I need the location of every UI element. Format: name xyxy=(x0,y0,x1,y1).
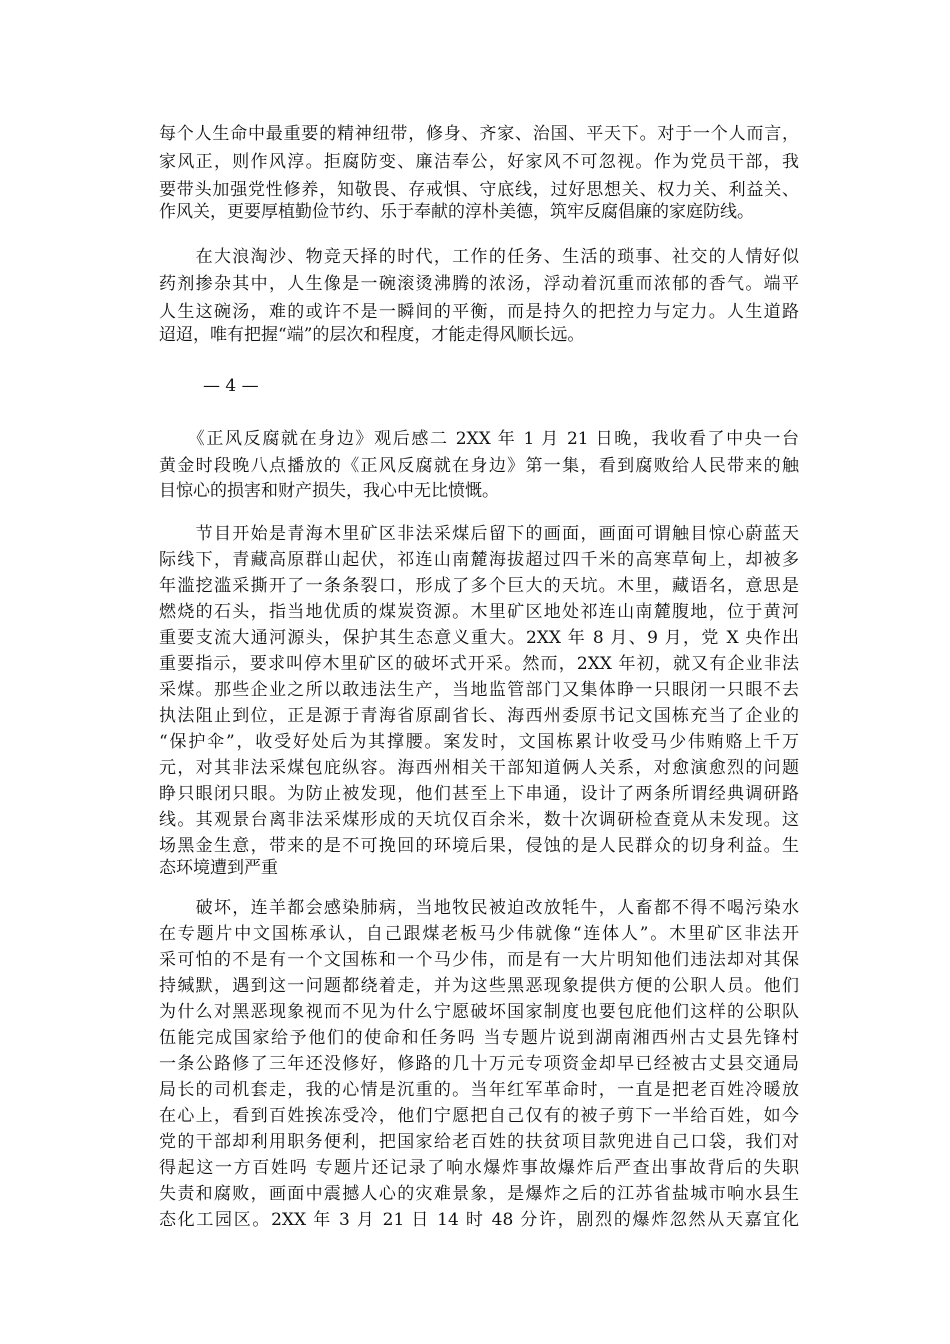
paragraph-line: 在大浪淘沙、物竞天择的时代，工作的任务、生活的琐事、社交的人情好似 xyxy=(159,247,799,267)
paragraph-line: 年滥挖滥采撕开了一条条裂口，形成了多个巨大的天坑。木里，藏语名，意思是 xyxy=(159,576,799,596)
paragraph-line: 采可怕的不是有一个文国栋和一个马少伟，而是有一大片明知他们违法却对其保 xyxy=(159,950,799,970)
paragraph-line: 际线下，青藏高原群山起伏，祁连山南麓海拔超过四千米的高寒草甸上，却被多 xyxy=(159,550,799,570)
paragraph-line: 局长的司机套走，我的心情是沉重的。当年红军革命时，一直是把老百姓冷暖放 xyxy=(159,1080,799,1100)
paragraph-line: 睁只眼闭只眼。为防止被发现，他们甚至上下串通，设计了两条所谓经典调研路 xyxy=(159,784,799,804)
paragraph-line: 破坏，连羊都会感染肺病，当地牧民被迫改放牦牛，人畜都不得不喝污染水 xyxy=(159,898,799,918)
paragraph-line: 线。其观景台离非法采煤形成的天坑仅百余米，数十次调研检查竟从未发现。这 xyxy=(159,810,799,830)
paragraph-line: 黄金时段晚八点播放的《正风反腐就在身边》第一集，看到腐败给人民带来的触 xyxy=(159,456,799,476)
paragraph-line: 伍能完成国家给予他们的使命和任务吗 当专题片说到湖南湘西州古丈县先锋村 xyxy=(159,1028,799,1048)
paragraph-line: 在心上，看到百姓挨冻受冷，他们宁愿把自己仅有的被子剪下一半给百姓，如今 xyxy=(159,1106,799,1126)
paragraph-line: 迢迢，唯有把握“端”的层次和程度，才能走得风顺长远。 xyxy=(159,325,585,345)
paragraph-line: 重要指示，要求叫停木里矿区的破坏式开采。然而，2XX 年初，就又有企业非法 xyxy=(159,654,799,674)
paragraph-line: 为什么对黑恶现象视而不见为什么宁愿破坏国家制度也要包庇他们这样的公职队 xyxy=(159,1002,799,1022)
paragraph-line: 人生这碗汤，难的或许不是一瞬间的平衡，而是持久的把控力与定力。人生道路 xyxy=(159,302,799,322)
paragraph-line: 药剂掺杂其中，人生像是一碗滚烫沸腾的浓汤，浮动着沉重而浓郁的香气。端平 xyxy=(159,274,799,294)
paragraph-line: 场黑金生意，带来的是不可挽回的环境后果，侵蚀的是人民群众的切身利益。生 xyxy=(159,836,799,856)
paragraph-line: 党的干部却利用职务便利，把国家给老百姓的扶贫项目款兜进自己口袋，我们对 xyxy=(159,1132,799,1152)
paragraph-line: 节目开始是青海木里矿区非法采煤后留下的画面，画面可谓触目惊心蔚蓝天 xyxy=(159,524,799,544)
paragraph-line: 要带头加强党性修养，知敬畏、存戒惧、守底线，过好思想关、权力关、利益关、 xyxy=(159,180,799,200)
paragraph-line: 每个人生命中最重要的精神纽带，修身、齐家、治国、平天下。对于一个人而言， xyxy=(159,124,799,144)
paragraph-line: 态环境遭到严重 xyxy=(159,858,278,878)
paragraph-line: 一条公路修了三年还没修好，修路的几十万元专项资金却早已经被古丈县交通局 xyxy=(159,1054,799,1074)
paragraph-line: 失责和腐败，画面中震撼人心的灾难景象，是爆炸之后的江苏省盐城市响水县生 xyxy=(159,1184,799,1204)
paragraph-line: 态化工园区。2XX 年 3 月 21 日 14 时 48 分许，剧烈的爆炸忽然从天嘉宜化 xyxy=(159,1210,799,1230)
paragraph-line: 得起这一方百姓吗 专题片还记录了响水爆炸事故爆炸后严查出事故背后的失职 xyxy=(159,1158,799,1178)
paragraph-line: 元，对其非法采煤包庇纵容。海西州相关干部知道俩人关系，对愈演愈烈的问题 xyxy=(159,758,799,778)
paragraph-line: “保护伞”，收受好处后为其撑腰。案发时，文国栋累计收受马少伟贿赂上千万 xyxy=(159,732,799,752)
paragraph-line: 在专题片中文国栋承认，自己跟煤老板马少伟就像“连体人”。木里矿区非法开 xyxy=(159,924,799,944)
paragraph-line: 家风正，则作风淳。拒腐防变、廉洁奉公，好家风不可忽视。作为党员干部，我 xyxy=(159,152,799,172)
paragraph-line: 持缄默，遇到这一问题都绕着走，并为这些黑恶现象提供方便的公职人员。他们 xyxy=(159,976,799,996)
paragraph-line: 重要支流大通河源头，保护其生态意义重大。2XX 年 8 月、9 月，党 X 央作出 xyxy=(159,628,799,648)
paragraph-line: 作风关，更要厚植勤俭节约、乐于奉献的淳朴美德，筑牢反腐倡廉的家庭防线。 xyxy=(159,202,754,222)
paragraph-line: 燃烧的石头，指当地优质的煤炭资源。木里矿区地处祁连山南麓腹地，位于黄河 xyxy=(159,602,799,622)
paragraph-line: 《正风反腐就在身边》观后感二 2XX 年 1 月 21 日晚，我收看了中央一台 xyxy=(159,429,799,449)
page-number: — 4 — xyxy=(203,376,259,396)
paragraph-line: 目惊心的损害和财产损失，我心中无比愤慨。 xyxy=(159,481,499,501)
paragraph-line: 执法阻止到位，正是源于青海省原副省长、海西州委原书记文国栋充当了企业的 xyxy=(159,706,799,726)
paragraph-line: 采煤。那些企业之所以敢违法生产，当地监管部门又集体睁一只眼闭一只眼不去 xyxy=(159,680,799,700)
